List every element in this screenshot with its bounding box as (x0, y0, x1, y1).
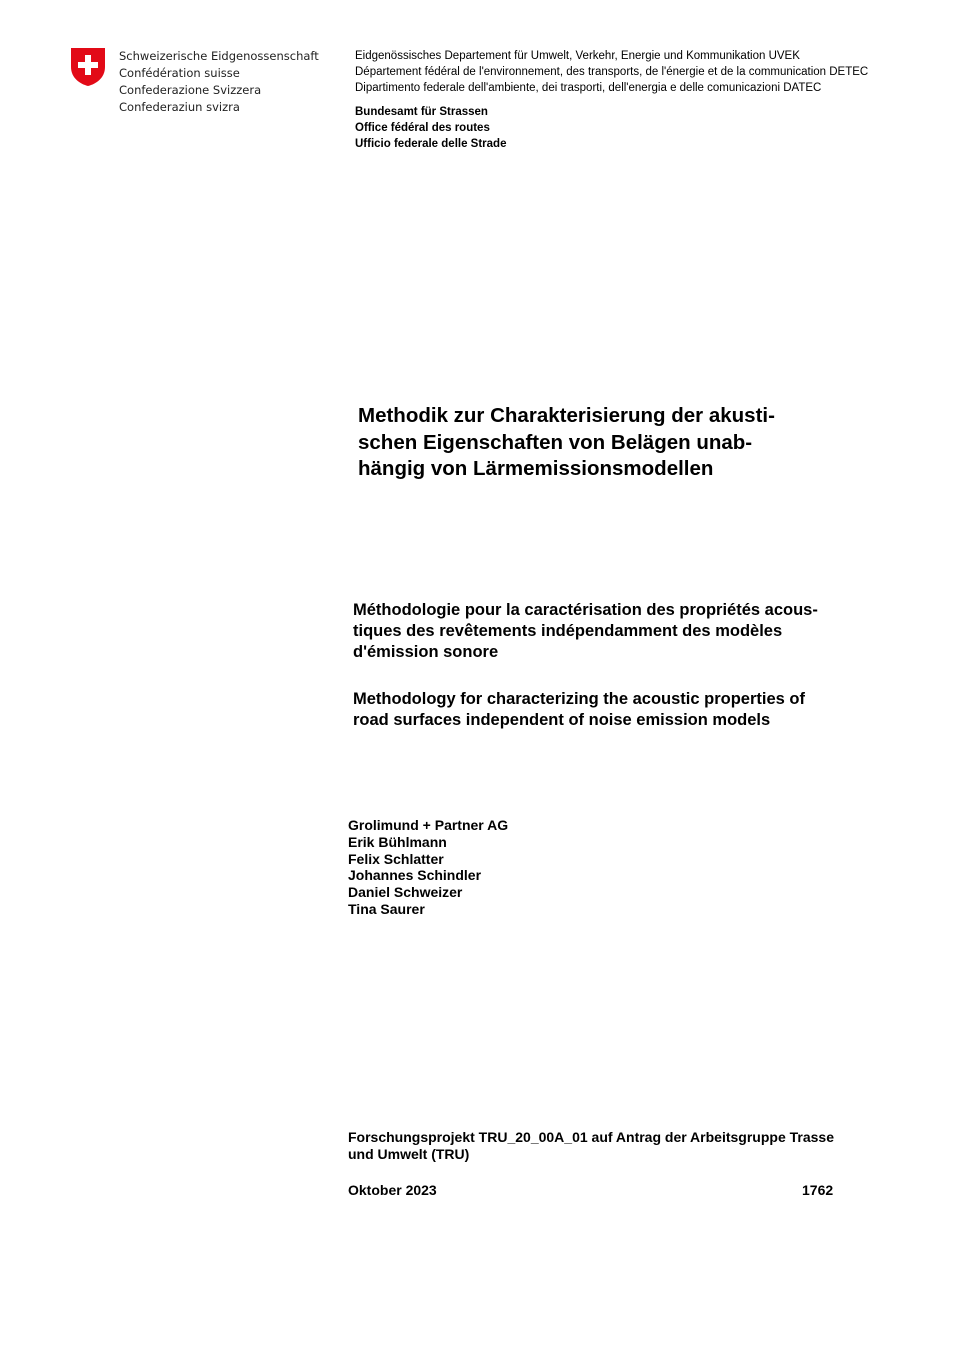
department-line-de: Eidgenössisches Departement für Umwelt, Verkehr, Energie und Kommunikation UVEK (355, 50, 800, 62)
author-name: Daniel Schweizer (348, 884, 463, 901)
authors-list (348, 817, 508, 918)
title-french-line: Méthodologie pour la caractérisation des propriétés acous- (353, 601, 818, 619)
confederation-name-fr: Confédération suisse (119, 66, 240, 80)
project-info (348, 1129, 868, 1163)
confederation-name-it: Confederazione Svizzera (119, 83, 262, 97)
title-english-line: road surfaces independent of noise emission models (353, 711, 771, 729)
office-line-it: Ufficio federale delle Strade (355, 138, 507, 150)
title-english (353, 689, 873, 731)
author-organization: Grolimund + Partner AG (348, 817, 509, 833)
office-line-de: Bundesamt für Strassen (355, 106, 488, 118)
confederation-name-de: Schweizerische Eidgenossenschaft (119, 49, 319, 63)
title-french-line: tiques des revêtements indépendamment des modèles (353, 622, 783, 640)
publication-date: Oktober 2023 (348, 1182, 437, 1198)
title-french-line: d'émission sonore (353, 643, 499, 661)
title-german-line: schen Eigenschaften von Belägen unab- (358, 430, 753, 454)
department-line-fr: Département fédéral de l'environnement, des transports, de l'énergie et de la communication DETEC (355, 66, 869, 78)
title-german-line: hängig von Lärmemissionsmodellen (358, 457, 714, 480)
confederation-names (119, 48, 319, 116)
report-number: 1762 (802, 1182, 834, 1198)
project-line: und Umwelt (TRU) (348, 1145, 470, 1162)
author-name: Felix Schlatter (348, 850, 444, 867)
confederation-name-rm: Confederaziun svizra (119, 100, 240, 114)
title-french (353, 600, 873, 663)
author-name: Tina Saurer (348, 900, 425, 917)
author-name: Erik Bühlmann (348, 833, 447, 850)
department-block (355, 48, 868, 96)
title-german-line: Methodik zur Charakterisierung der akusti- (358, 404, 775, 427)
department-line-it: Dipartimento federale dell'ambiente, dei trasporti, dell'energia e delle comunicazioni DATEC (355, 82, 822, 94)
title-english-line: Methodology for characterizing the acoustic properties of (353, 690, 805, 708)
title-german (358, 403, 838, 483)
cross-horizontal (78, 62, 98, 68)
office-line-fr: Office fédéral des routes (355, 122, 490, 134)
author-name: Johannes Schindler (348, 867, 482, 884)
office-block (355, 104, 506, 152)
project-line: Forschungsprojekt TRU_20_00A_01 auf Antrag der Arbeitsgruppe Trasse (348, 1129, 834, 1145)
swiss-coat-of-arms-logo (70, 47, 106, 87)
